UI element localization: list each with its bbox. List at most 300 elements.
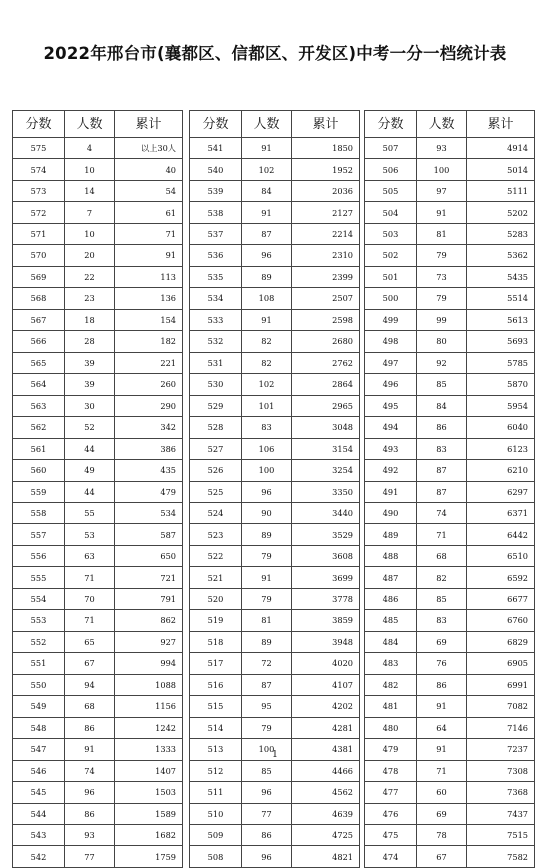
count-cell: 83	[242, 417, 292, 438]
table-row	[190, 460, 360, 481]
cumulative-cell: 2310	[292, 245, 360, 266]
cumulative-cell: 479	[115, 481, 183, 502]
score-cell: 547	[13, 739, 65, 760]
count-cell: 52	[65, 417, 115, 438]
count-cell: 87	[417, 460, 467, 481]
count-cell: 84	[242, 180, 292, 201]
table-row	[365, 202, 535, 223]
score-cell: 531	[190, 352, 242, 373]
cumulative-cell: 6991	[467, 674, 535, 695]
cumulative-cell: 927	[115, 631, 183, 652]
table-row	[13, 674, 183, 695]
score-cell: 566	[13, 331, 65, 352]
cumulative-cell: 3154	[292, 438, 360, 459]
table-row	[365, 782, 535, 803]
cumulative-cell: 5435	[467, 266, 535, 287]
score-cell: 541	[190, 138, 242, 159]
count-cell: 101	[242, 395, 292, 416]
table-row	[190, 288, 360, 309]
count-cell: 93	[65, 825, 115, 846]
table-row	[365, 653, 535, 674]
score-cell: 479	[365, 739, 417, 760]
count-cell: 86	[417, 417, 467, 438]
count-cell: 79	[242, 545, 292, 566]
cumulative-cell: 5514	[467, 288, 535, 309]
count-cell: 71	[65, 610, 115, 631]
table-row	[365, 524, 535, 545]
table-row	[190, 674, 360, 695]
table-row	[190, 138, 360, 159]
cumulative-cell: 862	[115, 610, 183, 631]
score-cell: 551	[13, 653, 65, 674]
cumulative-cell: 2036	[292, 180, 360, 201]
table-row	[13, 803, 183, 824]
cumulative-cell: 4914	[467, 138, 535, 159]
score-cell: 525	[190, 481, 242, 502]
score-cell: 574	[13, 159, 65, 180]
count-cell: 14	[65, 180, 115, 201]
cumulative-cell: 721	[115, 567, 183, 588]
count-cell: 96	[242, 846, 292, 867]
page-number: 1	[272, 750, 278, 760]
score-cell: 487	[365, 567, 417, 588]
table-row	[13, 374, 183, 395]
count-cell: 74	[65, 760, 115, 781]
cumulative-cell: 6210	[467, 460, 535, 481]
count-cell: 68	[417, 545, 467, 566]
cumulative-cell: 54	[115, 180, 183, 201]
table-row	[365, 588, 535, 609]
cumulative-cell: 7437	[467, 803, 535, 824]
count-cell: 63	[65, 545, 115, 566]
count-cell: 65	[65, 631, 115, 652]
count-cell: 89	[242, 524, 292, 545]
cumulative-cell: 1759	[115, 846, 183, 867]
cumulative-cell: 3699	[292, 567, 360, 588]
cumulative-cell: 1242	[115, 717, 183, 738]
score-cell: 513	[190, 739, 242, 760]
table-row	[365, 159, 535, 180]
score-cell: 575	[13, 138, 65, 159]
cumulative-cell: 5202	[467, 202, 535, 223]
score-cell: 504	[365, 202, 417, 223]
cumulative-cell: 7308	[467, 760, 535, 781]
score-cell: 512	[190, 760, 242, 781]
score-cell: 572	[13, 202, 65, 223]
header-cumulative: 累计	[115, 111, 183, 138]
table-row	[13, 760, 183, 781]
count-cell: 70	[65, 588, 115, 609]
header-score: 分数	[190, 111, 242, 138]
count-cell: 74	[417, 502, 467, 523]
count-cell: 84	[417, 395, 467, 416]
score-cell: 539	[190, 180, 242, 201]
cumulative-cell: 5362	[467, 245, 535, 266]
cumulative-cell: 534	[115, 502, 183, 523]
score-cell: 491	[365, 481, 417, 502]
table-row	[190, 825, 360, 846]
count-cell: 85	[417, 588, 467, 609]
score-cell: 516	[190, 674, 242, 695]
cumulative-cell: 650	[115, 545, 183, 566]
cumulative-cell: 6677	[467, 588, 535, 609]
score-cell: 553	[13, 610, 65, 631]
cumulative-cell: 5613	[467, 309, 535, 330]
cumulative-cell: 6442	[467, 524, 535, 545]
score-cell: 523	[190, 524, 242, 545]
table-row	[365, 138, 535, 159]
score-cell: 561	[13, 438, 65, 459]
table-row	[190, 717, 360, 738]
cumulative-cell: 61	[115, 202, 183, 223]
cumulative-cell: 1682	[115, 825, 183, 846]
cumulative-cell: 1333	[115, 739, 183, 760]
table-row	[365, 545, 535, 566]
count-cell: 39	[65, 374, 115, 395]
score-cell: 534	[190, 288, 242, 309]
cumulative-cell: 6040	[467, 417, 535, 438]
count-cell: 78	[417, 825, 467, 846]
count-cell: 86	[65, 717, 115, 738]
count-cell: 91	[417, 202, 467, 223]
cumulative-cell: 4381	[292, 739, 360, 760]
count-cell: 102	[242, 374, 292, 395]
cumulative-cell: 113	[115, 266, 183, 287]
cumulative-cell: 6760	[467, 610, 535, 631]
cumulative-cell: 587	[115, 524, 183, 545]
count-cell: 96	[242, 245, 292, 266]
table-row	[190, 846, 360, 867]
score-cell: 559	[13, 481, 65, 502]
score-cell: 495	[365, 395, 417, 416]
cumulative-cell: 4202	[292, 696, 360, 717]
table-row	[190, 202, 360, 223]
cumulative-cell: 5870	[467, 374, 535, 395]
cumulative-cell: 3440	[292, 502, 360, 523]
cumulative-cell: 3350	[292, 481, 360, 502]
score-cell: 482	[365, 674, 417, 695]
count-cell: 79	[242, 588, 292, 609]
table-row	[190, 481, 360, 502]
count-cell: 91	[242, 567, 292, 588]
cumulative-cell: 7515	[467, 825, 535, 846]
cumulative-cell: 3254	[292, 460, 360, 481]
cumulative-cell: 260	[115, 374, 183, 395]
table-row	[190, 331, 360, 352]
score-cell: 535	[190, 266, 242, 287]
count-cell: 79	[242, 717, 292, 738]
count-cell: 7	[65, 202, 115, 223]
cumulative-cell: 2680	[292, 331, 360, 352]
score-cell: 549	[13, 696, 65, 717]
score-cell: 571	[13, 223, 65, 244]
table-row	[13, 696, 183, 717]
table-row	[13, 717, 183, 738]
cumulative-cell: 5111	[467, 180, 535, 201]
count-cell: 108	[242, 288, 292, 309]
score-cell: 480	[365, 717, 417, 738]
count-cell: 82	[242, 331, 292, 352]
count-cell: 96	[65, 782, 115, 803]
score-cell: 537	[190, 223, 242, 244]
table-row	[13, 545, 183, 566]
cumulative-cell: 4020	[292, 653, 360, 674]
table-row	[365, 717, 535, 738]
score-cell: 474	[365, 846, 417, 867]
table-row	[190, 803, 360, 824]
cumulative-cell: 342	[115, 417, 183, 438]
table-row	[190, 631, 360, 652]
table-row	[190, 438, 360, 459]
score-cell: 490	[365, 502, 417, 523]
count-cell: 39	[65, 352, 115, 373]
count-cell: 28	[65, 331, 115, 352]
count-cell: 95	[242, 696, 292, 717]
count-cell: 92	[417, 352, 467, 373]
table-row	[365, 288, 535, 309]
score-cell: 476	[365, 803, 417, 824]
score-cell: 521	[190, 567, 242, 588]
score-cell: 510	[190, 803, 242, 824]
table-row	[365, 460, 535, 481]
count-cell: 71	[417, 760, 467, 781]
score-cell: 540	[190, 159, 242, 180]
score-cell: 503	[365, 223, 417, 244]
cumulative-cell: 5693	[467, 331, 535, 352]
table-row	[13, 610, 183, 631]
count-cell: 97	[417, 180, 467, 201]
table-row	[190, 245, 360, 266]
score-cell: 483	[365, 653, 417, 674]
score-cell: 556	[13, 545, 65, 566]
table-row	[365, 417, 535, 438]
count-cell: 90	[242, 502, 292, 523]
count-cell: 81	[417, 223, 467, 244]
table-row	[190, 782, 360, 803]
cumulative-cell: 6123	[467, 438, 535, 459]
score-cell: 524	[190, 502, 242, 523]
cumulative-cell: 1850	[292, 138, 360, 159]
table-row	[190, 266, 360, 287]
score-cell: 486	[365, 588, 417, 609]
cumulative-cell: 6510	[467, 545, 535, 566]
score-cell: 544	[13, 803, 65, 824]
table-row	[13, 202, 183, 223]
cumulative-cell: 1503	[115, 782, 183, 803]
count-cell: 89	[242, 266, 292, 287]
table-row	[190, 524, 360, 545]
table-row	[13, 524, 183, 545]
header-count: 人数	[417, 111, 467, 138]
count-cell: 91	[242, 202, 292, 223]
count-cell: 99	[417, 309, 467, 330]
score-cell: 536	[190, 245, 242, 266]
score-cell: 548	[13, 717, 65, 738]
table-row	[13, 782, 183, 803]
score-cell: 570	[13, 245, 65, 266]
cumulative-cell: 136	[115, 288, 183, 309]
score-cell: 485	[365, 610, 417, 631]
table-row	[13, 567, 183, 588]
count-cell: 30	[65, 395, 115, 416]
cumulative-cell: 1952	[292, 159, 360, 180]
count-cell: 87	[417, 481, 467, 502]
table-row	[13, 138, 183, 159]
count-cell: 10	[65, 159, 115, 180]
count-cell: 91	[242, 309, 292, 330]
cumulative-cell: 5954	[467, 395, 535, 416]
table-row	[365, 825, 535, 846]
score-cell: 498	[365, 331, 417, 352]
table-row	[365, 331, 535, 352]
score-cell: 519	[190, 610, 242, 631]
score-cell: 520	[190, 588, 242, 609]
score-cell: 542	[13, 846, 65, 867]
cumulative-cell: 182	[115, 331, 183, 352]
score-cell: 514	[190, 717, 242, 738]
count-cell: 76	[417, 653, 467, 674]
table-row	[190, 653, 360, 674]
table-row	[13, 438, 183, 459]
cumulative-cell: 1088	[115, 674, 183, 695]
count-cell: 87	[242, 223, 292, 244]
score-cell: 477	[365, 782, 417, 803]
cumulative-cell: 4639	[292, 803, 360, 824]
cumulative-cell: 386	[115, 438, 183, 459]
score-cell: 568	[13, 288, 65, 309]
table-row	[13, 825, 183, 846]
score-cell: 545	[13, 782, 65, 803]
cumulative-cell: 2965	[292, 395, 360, 416]
count-cell: 4	[65, 138, 115, 159]
score-cell: 538	[190, 202, 242, 223]
table-row	[190, 352, 360, 373]
score-cell: 489	[365, 524, 417, 545]
table-row	[13, 653, 183, 674]
count-cell: 80	[417, 331, 467, 352]
table-row	[365, 266, 535, 287]
cumulative-cell: 6829	[467, 631, 535, 652]
count-cell: 91	[417, 739, 467, 760]
table-row	[365, 438, 535, 459]
table-row	[13, 417, 183, 438]
count-cell: 83	[417, 438, 467, 459]
cumulative-cell: 40	[115, 159, 183, 180]
count-cell: 18	[65, 309, 115, 330]
count-cell: 23	[65, 288, 115, 309]
count-cell: 79	[417, 245, 467, 266]
score-cell: 565	[13, 352, 65, 373]
count-cell: 102	[242, 159, 292, 180]
score-cell: 522	[190, 545, 242, 566]
table-row	[13, 288, 183, 309]
table-row	[13, 309, 183, 330]
score-cell: 532	[190, 331, 242, 352]
score-cell: 499	[365, 309, 417, 330]
cumulative-cell: 435	[115, 460, 183, 481]
cumulative-cell: 7082	[467, 696, 535, 717]
table-row	[365, 610, 535, 631]
count-cell: 44	[65, 481, 115, 502]
cumulative-cell: 1589	[115, 803, 183, 824]
count-cell: 10	[65, 223, 115, 244]
cumulative-cell: 2762	[292, 352, 360, 373]
count-cell: 55	[65, 502, 115, 523]
cumulative-cell: 4281	[292, 717, 360, 738]
table-row	[365, 374, 535, 395]
count-cell: 20	[65, 245, 115, 266]
count-cell: 77	[242, 803, 292, 824]
table-row	[13, 588, 183, 609]
table-row	[190, 545, 360, 566]
score-cell: 492	[365, 460, 417, 481]
table-row	[13, 245, 183, 266]
score-cell: 488	[365, 545, 417, 566]
table-row	[190, 588, 360, 609]
score-cell: 478	[365, 760, 417, 781]
cumulative-cell: 1156	[115, 696, 183, 717]
score-cell: 517	[190, 653, 242, 674]
table-row	[13, 395, 183, 416]
count-cell: 86	[242, 825, 292, 846]
table-row	[190, 180, 360, 201]
table-row	[13, 180, 183, 201]
cumulative-cell: 3048	[292, 417, 360, 438]
cumulative-cell: 1407	[115, 760, 183, 781]
cumulative-cell: 7582	[467, 846, 535, 867]
table-row	[365, 223, 535, 244]
count-cell: 91	[65, 739, 115, 760]
table-row	[365, 502, 535, 523]
table-row	[190, 610, 360, 631]
score-cell: 552	[13, 631, 65, 652]
score-cell: 509	[190, 825, 242, 846]
table-row	[190, 374, 360, 395]
table-row	[365, 803, 535, 824]
cumulative-cell: 6592	[467, 567, 535, 588]
table-row	[365, 180, 535, 201]
score-cell: 550	[13, 674, 65, 695]
count-cell: 71	[65, 567, 115, 588]
cumulative-cell: 91	[115, 245, 183, 266]
header-count: 人数	[65, 111, 115, 138]
table-row	[190, 760, 360, 781]
count-cell: 49	[65, 460, 115, 481]
count-cell: 72	[242, 653, 292, 674]
cumulative-cell: 3608	[292, 545, 360, 566]
count-cell: 100	[242, 739, 292, 760]
score-cell: 543	[13, 825, 65, 846]
table-row	[365, 395, 535, 416]
count-cell: 91	[242, 138, 292, 159]
table-row	[13, 266, 183, 287]
count-cell: 79	[417, 288, 467, 309]
table-row	[13, 481, 183, 502]
table-row	[13, 460, 183, 481]
count-cell: 96	[242, 481, 292, 502]
table-row	[190, 417, 360, 438]
cumulative-cell: 6905	[467, 653, 535, 674]
count-cell: 67	[417, 846, 467, 867]
score-cell: 493	[365, 438, 417, 459]
cumulative-cell: 3859	[292, 610, 360, 631]
table-row	[13, 502, 183, 523]
table-row	[13, 331, 183, 352]
header-count: 人数	[242, 111, 292, 138]
count-cell: 82	[242, 352, 292, 373]
table-row	[365, 481, 535, 502]
table-row	[190, 502, 360, 523]
